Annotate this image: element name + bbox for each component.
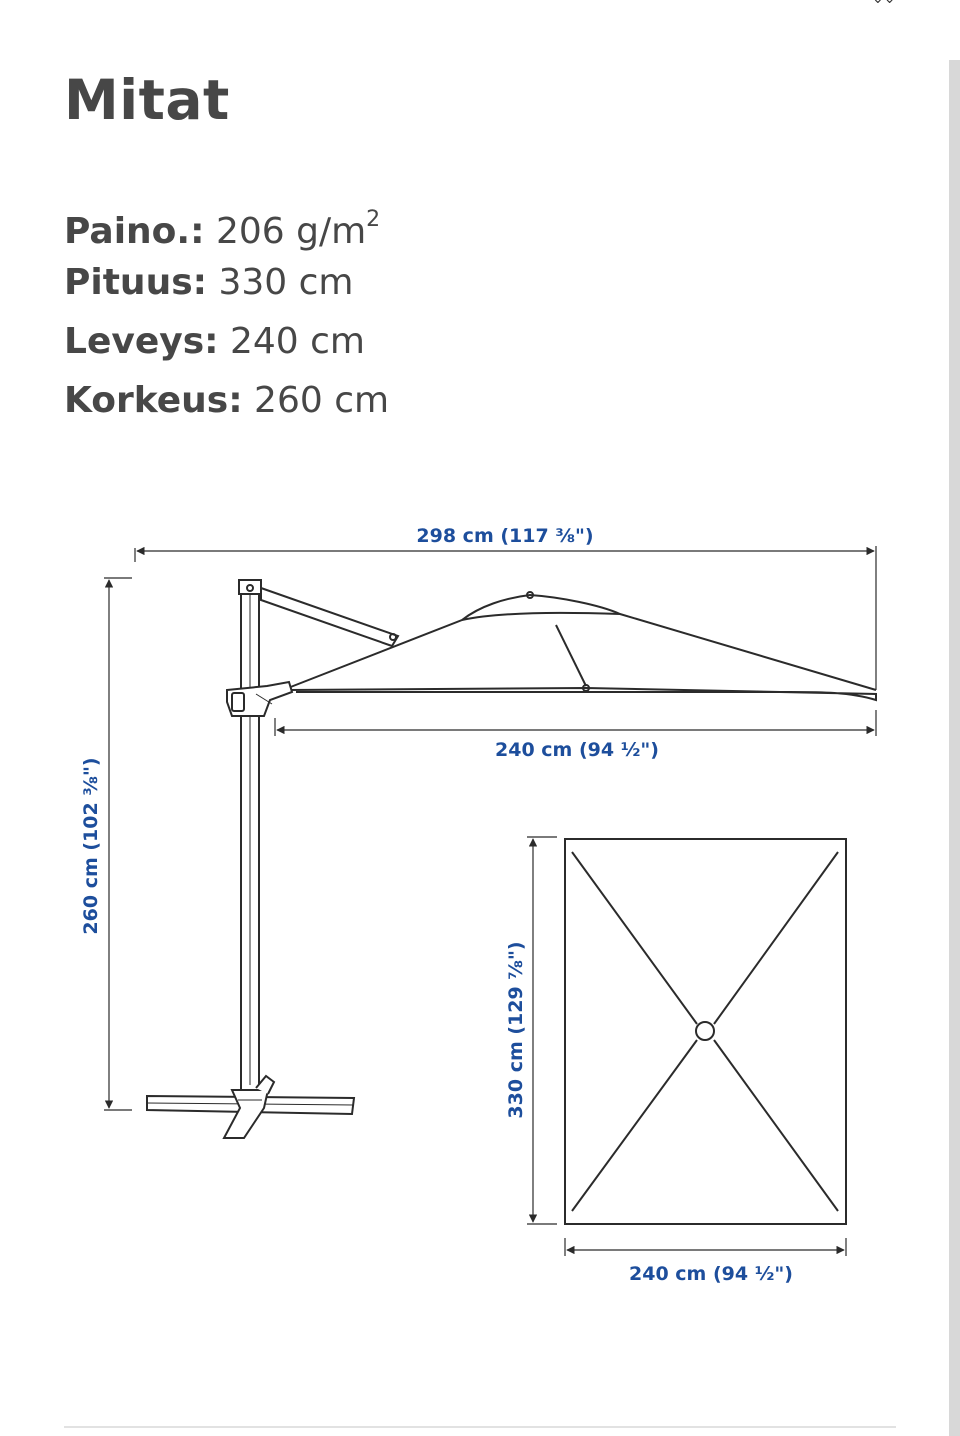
canopy-width-label: 240 cm (94 ½") [495,739,659,761]
spec-label: Korkeus: [64,380,243,421]
top-length-label: 330 cm (129 ⅞") [505,941,527,1119]
spec-label: Paino.: [64,211,205,252]
spec-height [64,371,389,430]
spec-value: 240 cm [229,321,366,362]
spec-label: Leveys: [64,321,219,362]
spec-length [64,253,389,312]
spec-value: 330 cm [218,262,354,303]
spec-value: 206 $g/m^2$ [215,207,381,252]
dimension-drawing [0,480,900,1300]
spec-width [64,312,389,371]
total-width-label: 298 cm (117 ⅜") [416,525,594,547]
spec-value: 260 cm [254,380,390,421]
height-label: 260 cm (102 ⅜") [80,757,102,935]
scrollbar[interactable] [949,60,960,1436]
divider [64,1426,896,1428]
top-width-label: 240 cm (94 ½") [629,1263,793,1285]
spec-list [64,194,389,430]
spec-weight [64,194,389,253]
page-title: Mitat [64,68,230,132]
umbrella-top-view [565,839,846,1224]
spec-label: Pituus: [64,262,208,303]
dimension-lines [104,546,876,1256]
chevron-icon [872,0,912,6]
